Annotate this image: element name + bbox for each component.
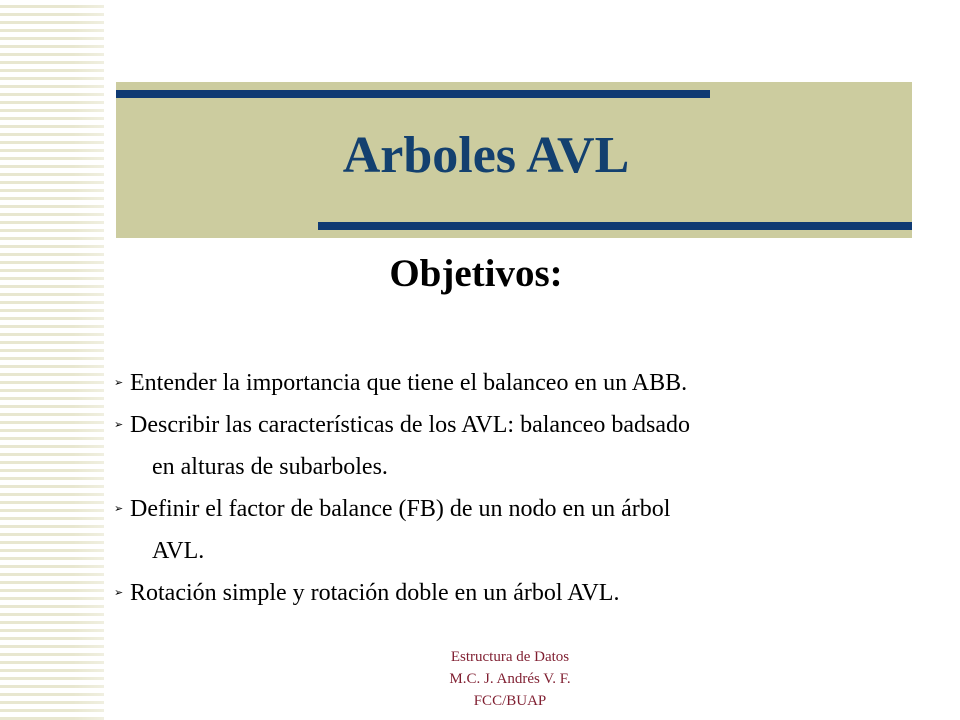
list-item [114, 488, 914, 572]
arrow-bullet-icon: ➢ [114, 419, 124, 431]
arrow-bullet-icon: ➢ [114, 503, 124, 515]
stripes-edge [0, 0, 104, 720]
arrow-bullet-icon: ➢ [114, 587, 124, 599]
bullet-text: Entender la importancia que tiene el balanceo en un ABB. [130, 370, 688, 396]
list-item [114, 362, 914, 404]
footer-author: M.C. J. Andrés V. F. [449, 671, 571, 687]
footer-institution: FCC/BUAP [473, 693, 547, 709]
slide-footer [380, 646, 640, 712]
bullet-text: Definir el factor de balance (FB) de un nodo en un árbol [130, 496, 671, 522]
bullet-text-continuation: AVL. [152, 538, 205, 564]
list-item [114, 572, 914, 614]
bullet-text: Describir las características de los AVL: balanceo badsado [130, 412, 691, 438]
list-item [114, 404, 914, 488]
slide-title: Arboles AVL [342, 127, 630, 184]
title-rule-bottom [318, 222, 912, 230]
bullet-text: Rotación simple y rotación doble en un árbol AVL. [130, 580, 620, 606]
footer-course: Estructura de Datos [450, 649, 570, 665]
slide-subtitle: Objetivos: [389, 252, 563, 295]
arrow-bullet-icon: ➢ [114, 377, 124, 389]
bullet-text-continuation: en alturas de subarboles. [152, 454, 388, 480]
objectives-list [114, 362, 914, 614]
title-rule-top [116, 90, 710, 98]
